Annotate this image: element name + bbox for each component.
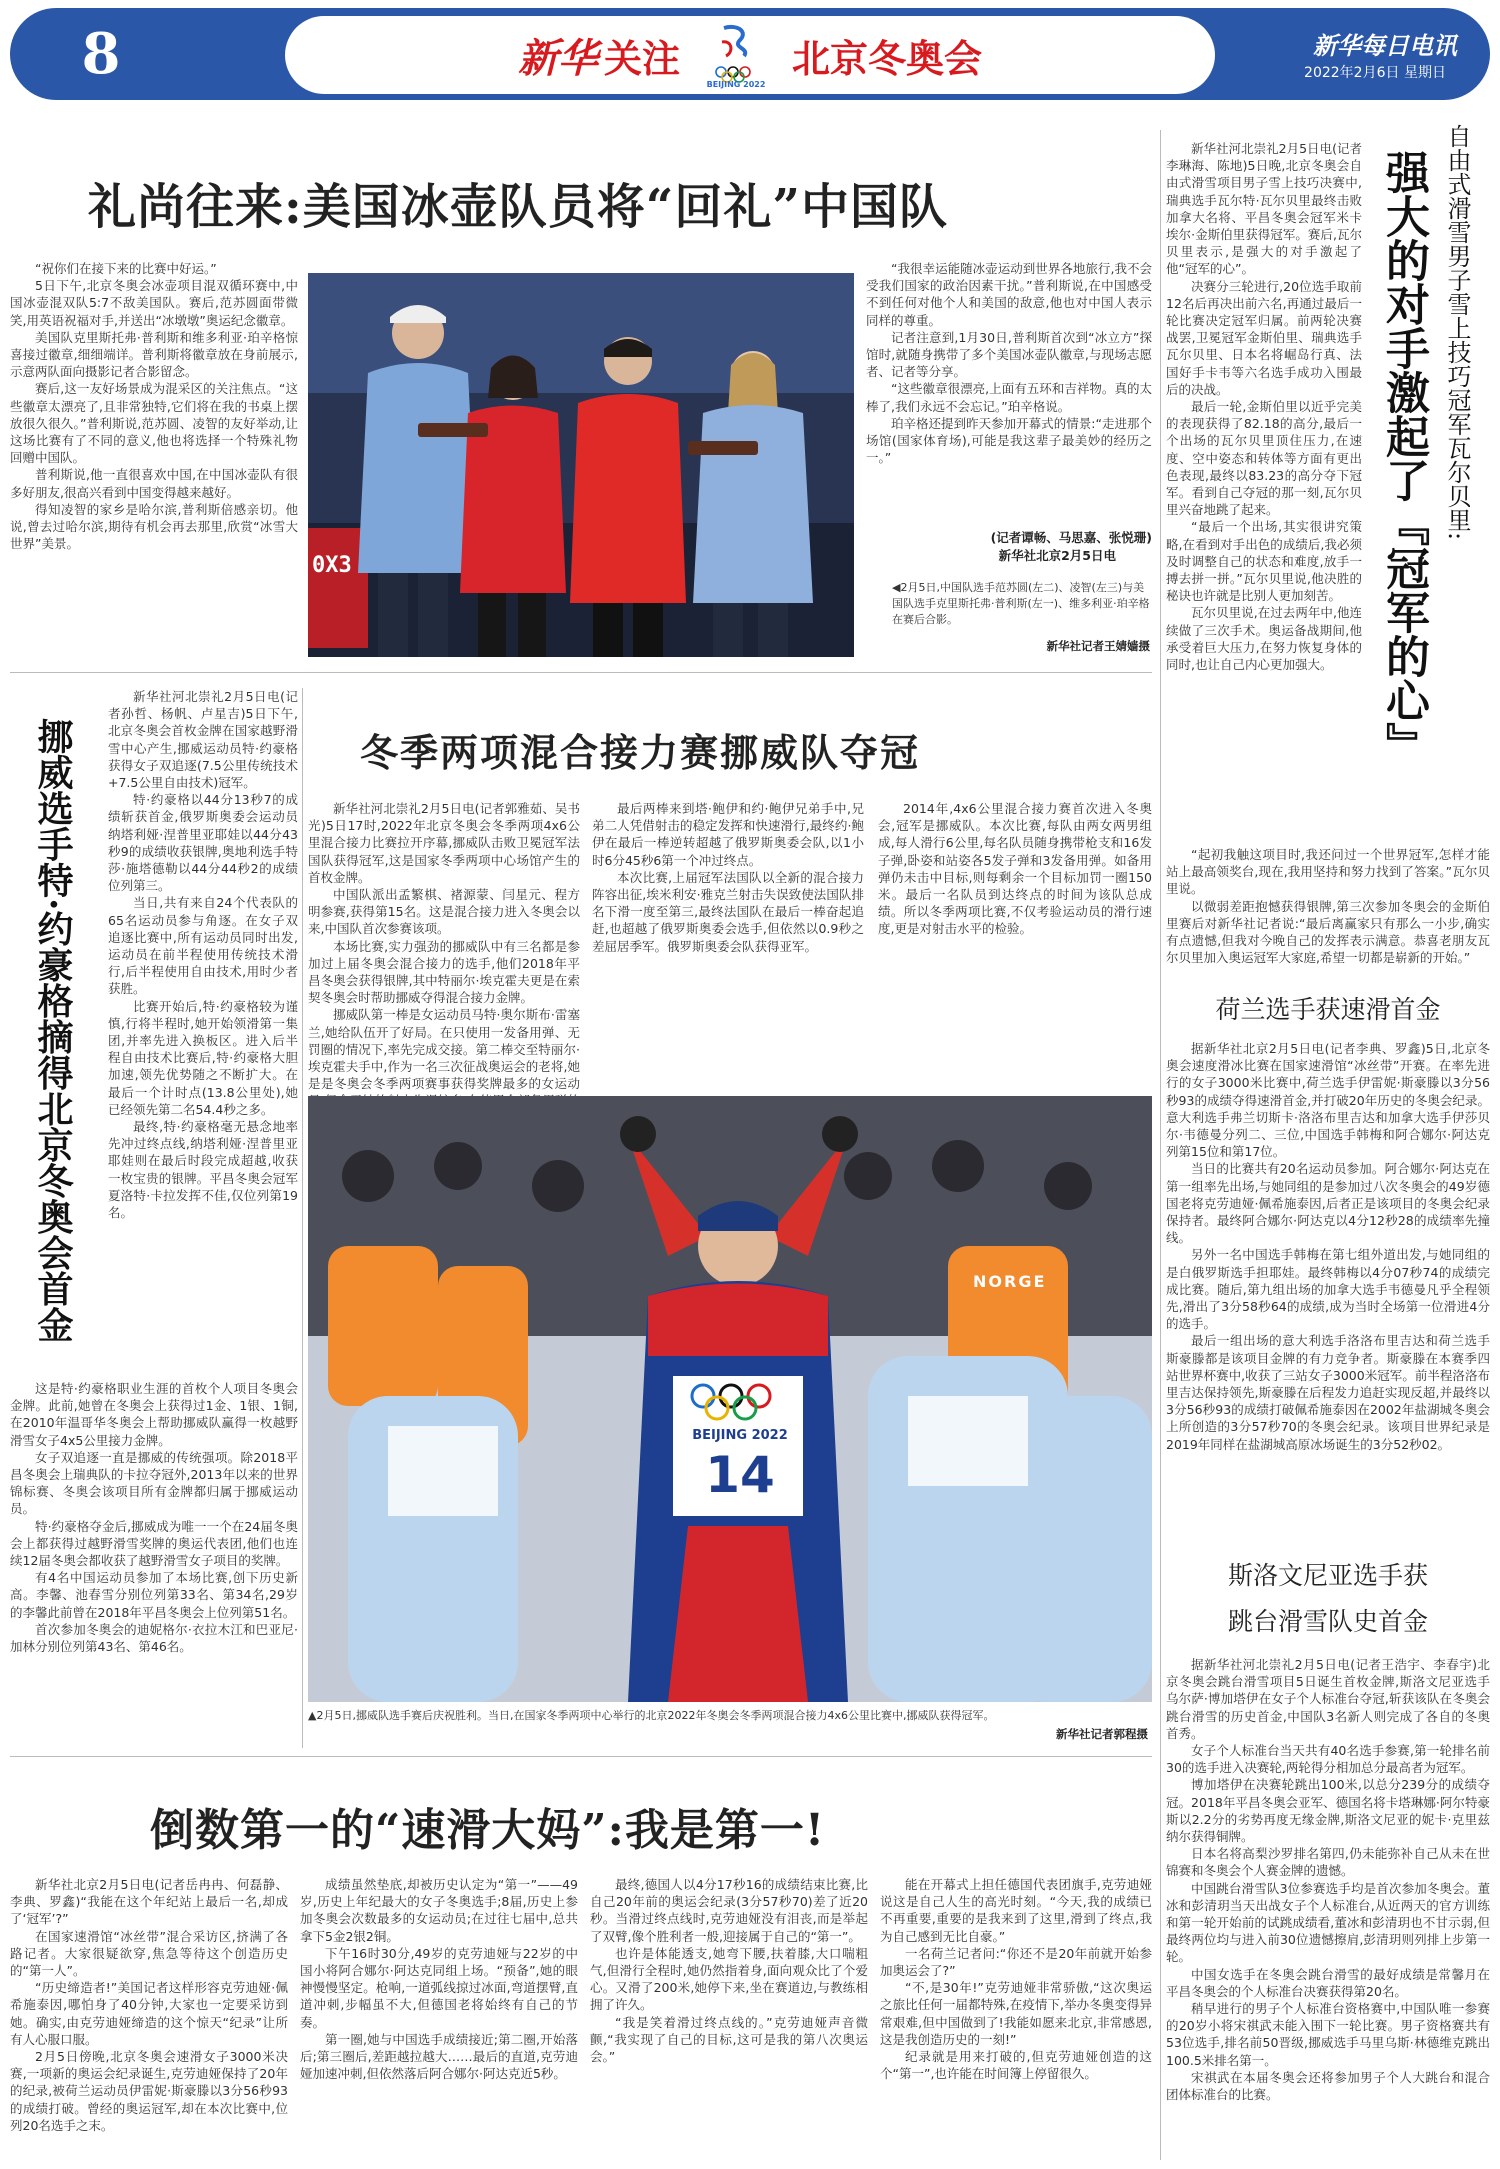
section-divider bbox=[10, 672, 1152, 673]
story3-title: 冬季两项混合接力赛挪威队夺冠 bbox=[360, 730, 921, 775]
story2-paragraph: 新华社河北崇礼2月5日电(记者孙哲、杨帆、卢星吉)5日下午,北京冬奥会首枚金牌在国家越野滑雪中心产生,挪威运动员特·约豪格获得女子双追逐(7.5公里传统技术+7.5公里自由技术)冠军。 bbox=[108, 689, 298, 791]
story3-paragraph: 最后两棒来到塔·鲍伊和约·鲍伊兄弟手中,兄弟二人凭借射击的稳定发挥和快速滑行,最终约·鲍伊在最后一棒逆转超越了俄罗斯奥委会队,以1小时6分45秒6第一个冲过终点。 bbox=[592, 801, 864, 868]
story4-paragraph: 能在开幕式上担任德国代表团旗手,克劳迪娅说这是自己人生的高光时刻。“今天,我的成绩已不再重要,重要的是我来到了这里,滑到了终点,我为自己感到无比自豪。” bbox=[880, 1877, 1152, 1944]
story4-col1 bbox=[10, 1876, 288, 2164]
dutch-paragraph: 当日的比赛共有20名运动员参加。阿合娜尔·阿达克在第一组率先出场,与她同组的是参加过八次冬奥会的49岁德国老将克劳迪娅·佩希施泰因,后者正是该项目的冬奥会纪录保持者。最终阿合娜尔·阿达克以4分12秒28的成绩率先撞线。 bbox=[1166, 1161, 1490, 1246]
story1-col3 bbox=[866, 260, 1152, 525]
story4-paragraph: 2月5日傍晚,北京冬奥会速滑女子3000米决赛,一项新的奥运会纪录诞生,克劳迪娅保持了20年的纪录,被荷兰运动员伊雷妮·斯豪滕以3分56秒93的成绩打破。曾经的奥运冠军,却在本次比赛中,位列20名选手之末。 bbox=[10, 2049, 288, 2133]
story1-paragraph: “祝你们在接下来的比赛中好运。” bbox=[35, 261, 217, 276]
side-col-bottom bbox=[1166, 846, 1490, 982]
emblem-text: BEIJING 2022 bbox=[706, 79, 766, 89]
event-label: 北京冬奥会 bbox=[792, 36, 983, 81]
biathlon-photo-credit: 新华社记者郭程摄 bbox=[1056, 1727, 1148, 1741]
page-number-badge bbox=[16, 12, 186, 96]
emblem-icon bbox=[704, 22, 768, 82]
story3-col2 bbox=[592, 800, 864, 1090]
story1-paragraph: 5日下午,北京冬奥会冰壶项目混双循环赛中,中国冰壶混双队5:7不敌美国队。赛后,范苏圆面带微笑,用英语祝福对手,并送出“冰墩墩”奥运纪念徽章。 bbox=[10, 278, 298, 328]
story3-paragraph: 本场比赛,实力强劲的挪威队中有三名都是参加过上届冬奥会混合接力的选手,他们2018年平昌冬奥会获得银牌,其中特丽尔·埃克霍夫更是在索契冬奥会时帮助挪威夺得混合接力金牌。 bbox=[308, 938, 580, 1006]
story2-col-tail bbox=[10, 1380, 298, 1750]
issue-date: 2022年2月6日 星期日 bbox=[1304, 65, 1446, 81]
story4-paragraph: “我是笑着滑过终点线的。”克劳迪娅声音微颤,“我实现了自己的目标,这可是我的第八次奥运会。” bbox=[590, 2014, 868, 2065]
story3-col3 bbox=[878, 800, 1152, 1090]
story2-col-intro bbox=[108, 688, 298, 1373]
side-col-top bbox=[1166, 140, 1362, 840]
story2-paragraph: 最终,特·约豪格毫无悬念地率先冲过终点线,纳塔利娅·涅普里亚耶娃则在最后时段完成超越,收获一枚宝贵的银牌。平昌冬奥会冠军夏洛特·卡拉发挥不佳,仅位列第19名。 bbox=[108, 1119, 298, 1221]
story4-paragraph: “历史缔造者!”美国记者这样形容克劳迪娅·佩希施泰因,哪怕身了40分钟,大家也一定要采访到她。确实,由克劳迪娅缔造的这个惊天“纪录”让所有人心服口服。 bbox=[10, 1980, 288, 2047]
scoreboard-text: 0X3 bbox=[312, 553, 352, 578]
side-paragraph: 瓦尔贝里说,在过去两年中,他连续做了三次手术。奥运备战期间,他承受着巨大压力,在努力恢复身体的同时,也让自己内心更加强大。 bbox=[1166, 605, 1362, 673]
story4-paragraph: 一名荷兰记者问:“你还不是20年前就开始参加奥运会了?” bbox=[880, 1945, 1152, 1979]
side-paragraph: 新华社河北崇礼2月5日电(记者李琳海、陈地)5日晚,北京冬奥会自由式滑雪项目男子雪上技巧决赛中,瑞典选手瓦尔特·瓦尔贝里最终击败加拿大名将、平昌冬奥会冠军米卡埃尔·金斯伯里获得冠军。赛后,瓦尔贝里表示,是强大的对手激起了他“冠军的心”。 bbox=[1166, 141, 1362, 277]
slovenia-body bbox=[1166, 1656, 1490, 2164]
jacket-text: NORGE bbox=[973, 1272, 1047, 1291]
story1-dateline: 新华社北京2月5日电 bbox=[998, 548, 1116, 563]
story1-byline: (记者谭畅、马思嘉、张悦珊) bbox=[990, 530, 1152, 545]
dutch-paragraph: 最后一组出场的意大利选手洛洛布里吉达和荷兰选手斯豪滕都是该项目金牌的有力竞争者。斯豪滕在本赛季四站世界杯赛中,收获了三站女子3000米冠军。前半程洛洛布里吉达保持领先,斯豪滕在后程发力追赶实现反超,并最终以3分56秒93的成绩打破佩希施泰因在2002年盐湖城冬奥会上所创造的3分57秒70的冬奥会纪录。该项目世界纪录是2019年同样在盐湖城高原冰场诞生的3分52秒02。 bbox=[1166, 1333, 1490, 1452]
side-paragraph: 决赛分三轮进行,20位选手取前12名后再决出前六名,再通过最后一轮比赛决定冠军归属。前两轮决赛战罢,卫冕冠军金斯伯里、瑞典选手瓦尔贝里、日本名将崛岛行真、法国好手卡韦等六名选手成功入围最后的决战。 bbox=[1166, 278, 1362, 397]
page-number: 8 bbox=[81, 21, 121, 87]
story4-paragraph: 新华社北京2月5日电(记者岳冉冉、何磊静、李典、罗鑫)“我能在这个年纪站上最后一名,却成了‘冠军’?” bbox=[10, 1877, 288, 1927]
slovenia-paragraph: 中国女选手在冬奥会跳台滑雪的最好成绩是常馨月在平昌冬奥会的个人标准台决赛获得第20名。 bbox=[1166, 1966, 1490, 1999]
section-divider bbox=[10, 1756, 1152, 1757]
slovenia-paragraph: 据新华社河北崇礼2月5日电(记者王浩宇、李春宇)北京冬奥会跳台滑雪项目5日诞生首枚金牌,斯洛文尼亚选手乌尔萨·博加塔伊在女子个人标准台夺冠,斩获该队在冬奥会跳台滑雪的历史首金,中国队3名新人则完成了各自的冬奥首秀。 bbox=[1166, 1657, 1490, 1741]
side-paragraph: “起初我触这项目时,我还问过一个世界冠军,怎样才能站上最高领奖台,现在,我用坚持和努力找到了答案。”瓦尔贝里说。 bbox=[1166, 847, 1490, 897]
story1-paragraph: “这些徽章很漂亮,上面有五环和吉祥物。真的太棒了,我们永远不会忘记。”珀辛格说。 bbox=[866, 381, 1152, 414]
biathlon-photo-illustration bbox=[308, 1096, 1152, 1702]
slovenia-paragraph: 女子个人标准台当天共有40名选手参赛,第一轮排名前30的选手进入决赛轮,两轮得分相加总分最高者为冠军。 bbox=[1166, 1743, 1490, 1776]
story2-paragraph: 首次参加冬奥会的迪妮格尔·衣拉木江和巴亚尼·加林分别位列第43名、第46名。 bbox=[10, 1621, 298, 1655]
story3-paragraph: 新华社河北崇礼2月5日电(记者郭雅茹、吴书光)5日17时,2022年北京冬奥会冬季两项4x6公里混合接力比赛拉开序幕,挪威队击败卫冕冠军法国队获得冠军,这是国家冬季两项中心场馆产生的首枚金牌。 bbox=[308, 801, 580, 885]
story1-paragraph: 美国队克里斯托弗·普利斯和维多利亚·珀辛格惊喜接过徽章,细细端详。普利斯将徽章放在身前展示,示意两队面向摄影记者合影留念。 bbox=[10, 329, 298, 380]
story1-paragraph: 得知凌智的家乡是哈尔滨,普利斯倍感亲切。他说,曾去过哈尔滨,期待有机会再去那里,欣赏“冰雪大世界”美景。 bbox=[10, 501, 298, 552]
column-rule bbox=[1160, 130, 1161, 2160]
story2-paragraph: 有4名中国运动员参加了本场比赛,创下历史新高。李馨、池春雪分别位列第33名、第34名,29岁的李馨此前曾在2018年平昌冬奥会上位列第51名。 bbox=[10, 1570, 298, 1620]
biathlon-photo bbox=[308, 1096, 1152, 1702]
slovenia-paragraph: 稍早进行的男子个人标准台资格赛中,中国队唯一参赛的20岁小将宋祺武未能入围下一轮比赛。男子资格赛共有53位选手,排名前50晋级,挪威选手马里乌斯·林德维克跳出100.5米排名第一。 bbox=[1166, 2001, 1490, 2068]
story3-paragraph: 2014年,4x6公里混合接力赛首次进入冬奥会,冠军是挪威队。本次比赛,每队由两女两男组成,每人滑行6公里,每名队员随身携带枪支和16发子弹,卧姿和站姿各5发子弹和3发备用弹。如备用弹仍未击中目标,则每剩余一个目标加罚一圈150米。最后一名队员到达终点的时间为该队总成绩。所以冬季两项比赛,不仅考验运动员的滑行速度,更是对射击水平的检验。 bbox=[878, 801, 1152, 937]
story4-col4 bbox=[880, 1876, 1152, 2164]
story1-paragraph: 记者注意到,1月30日,普利斯首次到“冰立方”探馆时,就随身携带了多个美国冰壶队徽章,与现场志愿者、记者等分享。 bbox=[866, 329, 1152, 380]
side-paragraph: “最后一个出场,其实很讲究策略,在看到对手出色的成绩后,我必须及时调整自己的状态和难度,放手一搏去拼一拼。”瓦尔贝里说,他决胜的秘诀也许就是比别人更加刻苦。 bbox=[1166, 519, 1362, 604]
section-label: 关注 bbox=[603, 36, 680, 81]
dutch-paragraph: 据新华社北京2月5日电(记者李典、罗鑫)5日,北京冬奥会速度滑冰比赛在国家速滑馆“冰丝带”开赛。在率先进行的女子3000米比赛中,荷兰选手伊雷妮·斯豪滕以3分56秒93的成绩夺得速滑首金,并打破20年历史的冬奥会纪录。意大利选手弗兰切斯卡·洛洛布里吉达和加拿大选手伊莎贝尔·韦德曼分列二、三位,中国选手韩梅和阿合娜尔·阿达克列第15位和第17位。 bbox=[1166, 1041, 1490, 1160]
story2-paragraph: 特·约豪格以44分13秒7的成绩斩获首金,俄罗斯奥委会运动员纳塔利娅·涅普里亚耶娃以44分43秒9的成绩收获银牌,奥地利选手特莎·施塔德勒以44分44秒2的成绩位列第三。 bbox=[108, 792, 298, 894]
story3-paragraph: 本次比赛,上届冠军法国队以全新的混合接力阵容出征,埃米利安·雅克兰射击失误致使法国队排名下滑一度至第三,最终法国队在最后一棒奋起追赶,也超越了俄罗斯奥委会选手,但依然以0.9秒之差屈居季军。俄罗斯奥委会队获得亚军。 bbox=[592, 869, 864, 954]
dutch-paragraph: 另外一名中国选手韩梅在第七组外道出发,与她同组的是白俄罗斯选手担耶娃。最终韩梅以4分07秒74的成绩完成比赛。随后,第九组出场的加拿大选手韦德曼凡乎全程领先,滑出了3分58秒64的成绩,成为当时全场第一位滑进4分的选手。 bbox=[1166, 1247, 1490, 1332]
story2-paragraph: 这是特·约豪格职业生涯的首枚个人项目冬奥会金牌。此前,她曾在冬奥会上获得过1金、1银、1铜,在2010年温哥华冬奥会上帮助挪威队赢得一枚越野滑雪女子4x5公里接力金牌。 bbox=[10, 1381, 298, 1448]
biathlon-photo-caption: ▲2月5日,挪威队选手赛后庆祝胜利。当日,在国家冬季两项中心举行的北京2022年冬奥会冬季两项混合接力4x6公里比赛中,挪威队获得冠军。 bbox=[308, 1709, 995, 1722]
story4-title: 倒数第一的“速滑大妈”:我是第一! bbox=[150, 1805, 826, 1856]
beijing-2022-emblem bbox=[704, 22, 768, 89]
story1-paragraph: 赛后,这一友好场景成为混采区的关注焦点。“这些徽章太漂亮了,且非常独特,它们将在我的书桌上摆放很久很久。”普利斯说,范苏圆、凌智的友好举动,让这场比赛有了不同的意义,他也将选择一个特殊礼物回赠中国队。 bbox=[10, 381, 298, 466]
story4-paragraph: 下午16时30分,49岁的克劳迪娅与22岁的中国小将阿合娜尔·阿达克同组上场。“预备”,她的眼神慢慢坚定。枪响,一道弧线掠过冰面,弯道摆臂,直道冲刺,步幅虽不大,但德国老将始终有自己的节奏。 bbox=[300, 1945, 578, 2030]
curling-photo-illustration bbox=[308, 273, 854, 657]
story1-paragraph: 珀辛格还提到昨天参加开幕式的情景:“走进那个场馆(国家体育场),可能是我这辈子最美妙的经历之一。” bbox=[866, 415, 1152, 466]
slovenia-paragraph: 宋祺武在本届冬奥会还将参加男子个人大跳台和混合团体标准台的比赛。 bbox=[1166, 2069, 1490, 2103]
slovenia-title-line2: 跳台滑雪队史首金 bbox=[1227, 1607, 1428, 1636]
story1-paragraph: “我很幸运能随冰壶运动到世界各地旅行,我不会受我们国家的政治因素干扰。”普利斯说,在中国感受不到任何对他个人和美国的敌意,他也对中国人表示同样的尊重。 bbox=[866, 261, 1152, 328]
slovenia-paragraph: 博加塔伊在决赛轮跳出100米,以总分239分的成绩夺冠。2018年平昌冬奥会亚军、德国名将卡塔琳娜·阿尔特豪斯以2.2分的劣势再度无缘金牌,斯洛文尼亚的妮卡·克里兹纳尔获得铜牌。 bbox=[1166, 1777, 1490, 1845]
side-paragraph: 以微弱差距抱憾获得银牌,第三次参加冬奥会的金斯伯里赛后对新华社记者说:“最后离赢家只有那么一小步,确实有点遗憾,但我对今晚自己的发挥表示满意。恭喜老朋友瓦尔贝里加入奥运冠军大家庭,希望一切都是崭新的开始。” bbox=[1166, 898, 1490, 966]
story1-title: 礼尚往来:美国冰壶队员将“回礼”中国队 bbox=[88, 179, 948, 235]
side-paragraph: 最后一轮,金斯伯里以近乎完美的表现获得了82.18的高分,最后一个出场的瓦尔贝里顶住压力,在速度、空中姿态和转体等方面有更出色表现,最终以83.23的高分夺下冠军。看到自己夺冠的那一刻,瓦尔贝里兴奋地跳了起来。 bbox=[1166, 399, 1362, 518]
story4-paragraph: 第一圈,她与中国选手成绩接近;第二圈,开始落后;第三圈后,差距越拉越大……最后的直道,克劳迪娅加速冲刺,但依然落后阿合娜尔·阿达克近5秒。 bbox=[300, 2031, 578, 2082]
story3-col1 bbox=[308, 800, 580, 1090]
dutch-title: 荷兰选手获速滑首金 bbox=[1215, 995, 1441, 1024]
slovenia-paragraph: 中国跳台滑雪队3位参赛选手均是首次参加冬奥会。董冰和彭清玥当天出战女子个人标准台,从近两天的官方训练和第一轮开始前的试跳成绩看,董冰和彭清玥也不甘示弱,但最终两位均与进入前30位遗憾擦肩,彭清玥则列排上步第一轮。 bbox=[1166, 1880, 1490, 1965]
story2-title: 挪威选手特·约豪格摘得北京冬奥会首金 bbox=[32, 718, 74, 1343]
paper-brand: 新华每日电讯 bbox=[1313, 31, 1457, 60]
story4-paragraph: 成绩虽然垫底,却被历史认定为“第一”——49岁,历史上年纪最大的女子冬奥选手;8届,历史上参加冬奥会次数最多的女运动员;在过往七届中,总共拿下5金2银2铜。 bbox=[300, 1877, 578, 1944]
side-headline: 强大的对手激起了『冠军的心』 bbox=[1378, 150, 1429, 766]
athlete-bib-number: 14 bbox=[705, 1446, 775, 1504]
story2-paragraph: 比赛开始后,特·约豪格较为谨慎,行将半程时,她开始领滑第一集团,并率先进入换板区。进入后半程自由技术比赛后,特·约豪格大胆加速,领先优势随之不断扩大。在最后一个计时点(13.8公里处),她已经领先第二名54.4秒之多。 bbox=[108, 998, 298, 1117]
story2-paragraph: 女子双追逐一直是挪威的传统强项。除2018平昌冬奥会上瑞典队的卡拉夺冠外,2013年以来的世界锦标赛、冬奥会该项目所有金牌都归属于挪威运动员。 bbox=[10, 1449, 298, 1517]
story4-col3 bbox=[590, 1876, 868, 2164]
curling-photo bbox=[308, 273, 854, 657]
story1-paragraph: 普利斯说,他一直很喜欢中国,在中国冰壶队有很多好朋友,很高兴看到中国变得越来越好。 bbox=[10, 467, 298, 500]
slovenia-title-line1: 斯洛文尼亚选手获 bbox=[1227, 1561, 1428, 1590]
story4-paragraph: 最终,德国人以4分17秒16的成绩结束比赛,比自己20年前的奥运会纪录(3分57秒70)差了近20秒。当滑过终点线时,克劳迪娅没有泪丧,而是举起了双臂,像个胜利者一般,迎接属于自己的“第一”。 bbox=[590, 1877, 868, 1944]
curling-photo-credit: 新华社记者王婧嫱摄 bbox=[1046, 639, 1150, 653]
story4-col2 bbox=[300, 1876, 578, 2164]
story3-paragraph: 挪威队第一棒是女运动员马特·奥尔斯布·雷塞兰,她给队伍开了好局。在只使用一发备用弹、无罚圈的情况下,率先完成交接。第二棒交至特丽尔·埃克霍夫手中,作为一名三次征战奥运会的老将,她是是冬奥会冬季两项赛事获得奖牌最多的女运动 bbox=[308, 1007, 580, 1092]
slovenia-paragraph: 日本名将高梨沙罗排名第四,仍未能弥补自己从未在世锦赛和冬奥会个人赛金牌的遗憾。 bbox=[1166, 1846, 1490, 1879]
story4-paragraph: 也许是体能透支,她弯下腰,扶着膝,大口喘粗气,但滑行全程时,她仍然指着身,面向观众比了个爱心。又滑了200米,她停下来,坐在赛道边,与教练相拥了许久。 bbox=[590, 1945, 868, 2013]
story1-col1 bbox=[10, 260, 298, 660]
story3-paragraph: 中国队派出孟繁棋、褚源蒙、闫星元、程方明参赛,获得第15名。这是混合接力进入冬奥会以来,中国队首次参赛该项。 bbox=[308, 887, 580, 937]
dutch-body bbox=[1166, 1040, 1490, 1540]
curling-photo-caption: ◀2月5日,中国队选手范苏圆(左二)、凌智(左三)与美国队选手克里斯托弗·普利斯(左一)、维多利亚·珀辛格在赛后合影。 bbox=[892, 581, 1150, 626]
story4-paragraph: 在国家速滑馆“冰丝带”混合采访区,挤满了各路记者。大家很疑欲穿,焦急等待这个创造历史的“第一人”。 bbox=[10, 1928, 288, 1979]
story4-paragraph: 纪录就是用来打破的,但克劳迪娅创造的这个“第一”,也许能在时间簿上停留很久。 bbox=[880, 2049, 1152, 2082]
side-headline-kicker: 自由式滑雪男子雪上技巧冠军瓦尔贝里: bbox=[1443, 124, 1471, 541]
athlete-bib-brand: BEIJING 2022 bbox=[692, 1428, 788, 1443]
masthead-center bbox=[285, 16, 1215, 94]
column-rule bbox=[302, 688, 303, 1748]
story2-paragraph: 特·约豪格夺金后,挪威成为唯一一个在24届冬奥会上都获得过越野滑雪奖牌的奥运代表团,他们也连续12届冬奥会都收获了越野滑雪女子项目的奖牌。 bbox=[10, 1518, 298, 1569]
brand-logo: 新华 bbox=[517, 34, 598, 82]
story4-paragraph: “不,是30年!”克劳迪娅非常骄傲,“这次奥运之旅比任何一届都特殊,在疫情下,举办冬奥变得异常艰难,但中国做到了!我能如愿来北京,非常感恩,这是我创造历史的一刻!” bbox=[880, 1980, 1152, 2047]
story2-paragraph: 当日,共有来自24个代表队的65名运动员参与角逐。在女子双追逐比赛中,所有运动员同时出发,运动员在前半程使用传统技术滑行,后半程使用自由技术,用时少者获胜。 bbox=[108, 895, 298, 997]
